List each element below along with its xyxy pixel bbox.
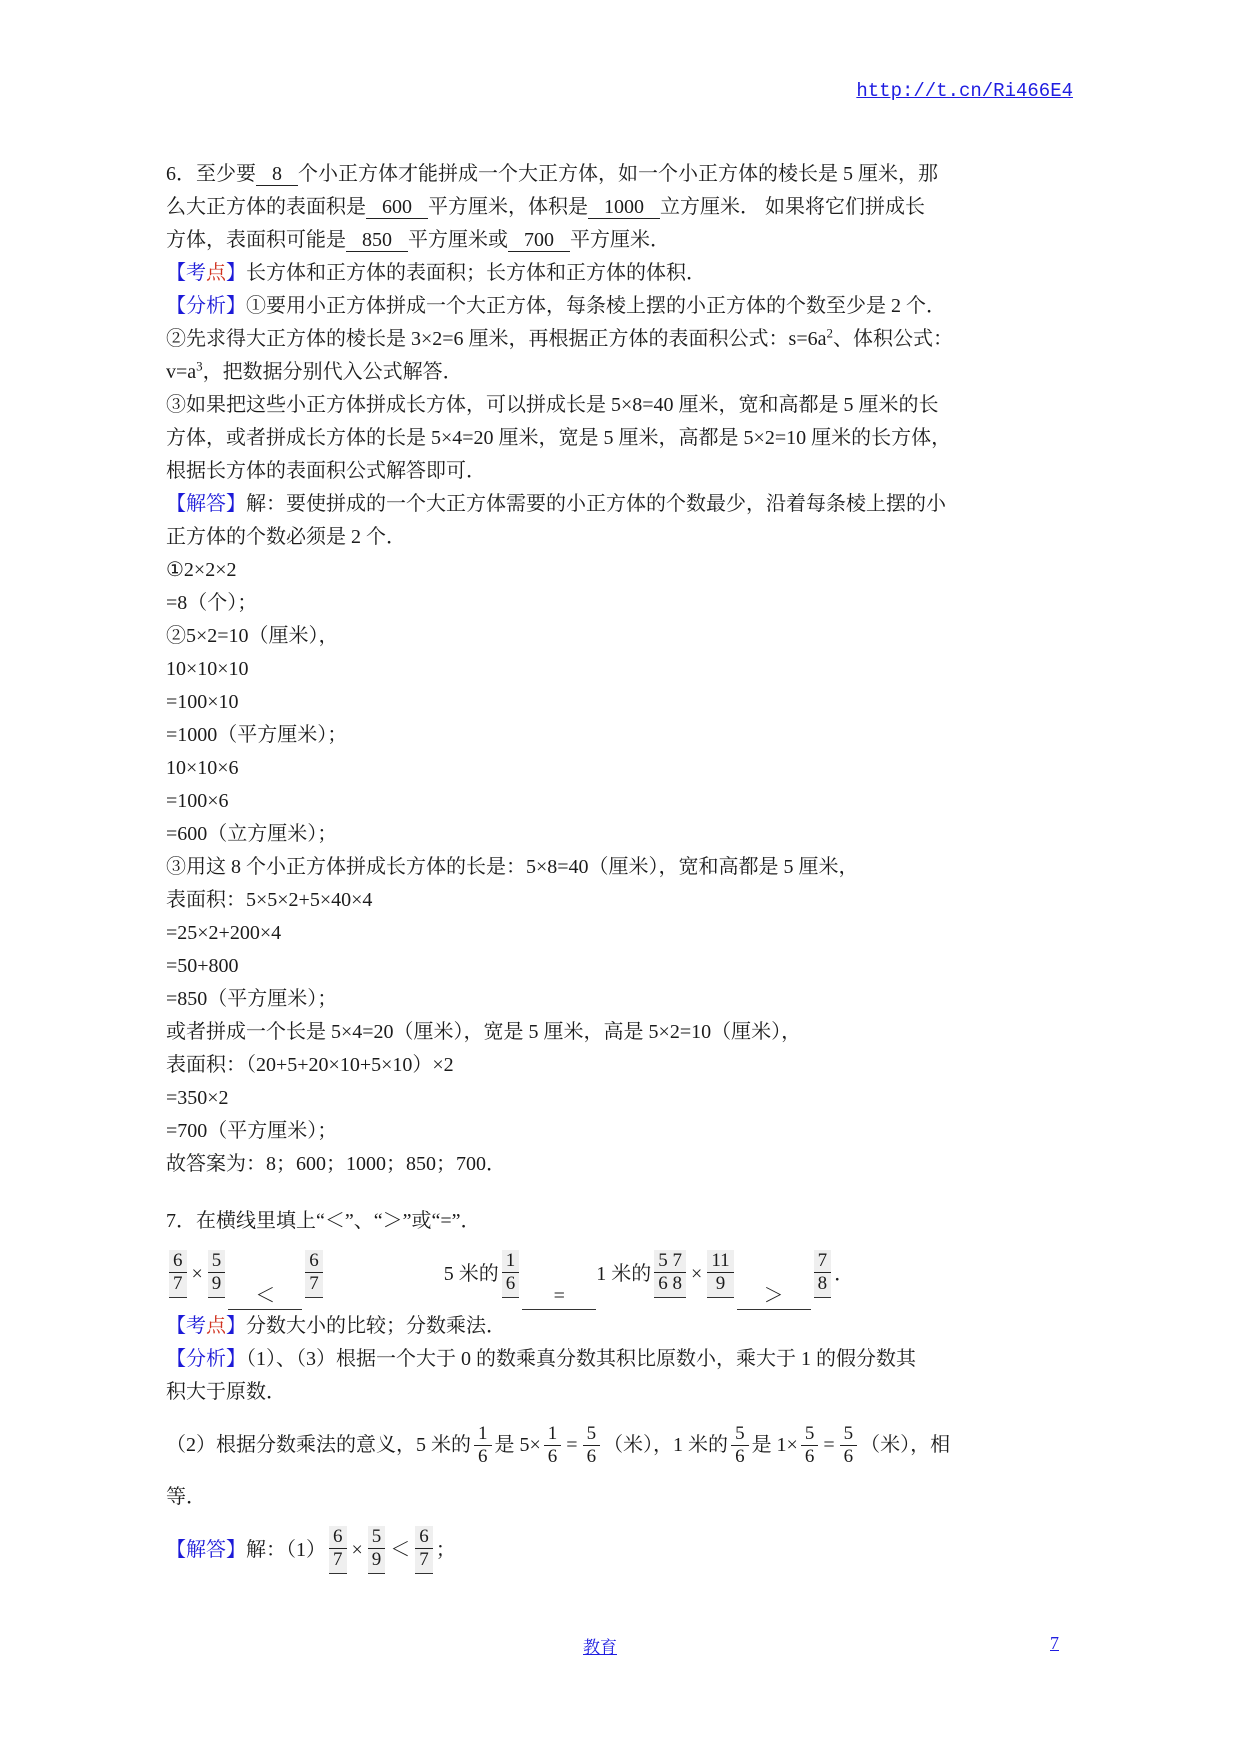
fenxi-label: 分析 xyxy=(186,295,226,317)
denominator: 6 xyxy=(478,1445,488,1467)
q6-work-line: =600（立方厘米）； xyxy=(166,823,338,845)
q6-text: 平方厘米，体积是 xyxy=(428,196,588,218)
q6-work-line: 10×10×10 xyxy=(166,658,249,680)
denominator: 6 xyxy=(505,1272,516,1294)
bracket-close: 】 xyxy=(226,1348,246,1370)
kaodian-char-2: 点 xyxy=(206,1315,226,1337)
q6-work-line: =850（平方厘米）； xyxy=(166,988,338,1010)
denominator: 6 xyxy=(804,1445,815,1467)
q7-title: 7．在横线里填上“＜”、“＞”或“=”． xyxy=(166,1210,481,1232)
q7-text: 1 米的 xyxy=(596,1262,652,1285)
fenxi-tag xyxy=(166,1348,246,1370)
q6-fenxi-line-1 xyxy=(166,290,1081,323)
answer-blank-equals: = xyxy=(522,1283,596,1310)
numerator: 11 xyxy=(707,1250,733,1273)
fenxi-tag xyxy=(166,295,246,317)
q6-kaodian-line xyxy=(166,257,1081,290)
jieda-label: 解答 xyxy=(186,493,226,515)
fraction-6-7 xyxy=(415,1526,433,1575)
fraction-1-6 xyxy=(544,1423,562,1468)
fraction-5-6 xyxy=(840,1423,858,1468)
denominator: 9 xyxy=(715,1272,726,1294)
q6-text: 方体，表面积可能是 xyxy=(166,229,346,251)
question-7 xyxy=(166,1205,1081,1586)
q7-text: （2）根据分数乘法的意义，5 米的 xyxy=(166,1433,471,1456)
footer-education-link[interactable]: 教育 xyxy=(583,1638,617,1657)
numerator: 1 xyxy=(474,1423,492,1446)
multiply-sign: × xyxy=(191,1262,203,1285)
denominator: 6 xyxy=(843,1445,854,1467)
q6-statement-line-3 xyxy=(166,224,1081,257)
jieda-label: 解答 xyxy=(186,1538,226,1561)
q6-fenxi-line-3 xyxy=(166,356,1081,389)
numerator: 1 xyxy=(502,1250,520,1273)
numerator: 5 xyxy=(583,1423,601,1446)
q6-work-line: ③用这 8 个小正方体拼成长方体的长是：5×8=40（厘米），宽和高都是 5 厘米， xyxy=(166,856,859,878)
fraction-1-6 xyxy=(474,1423,492,1468)
q6-work-line: =25×2+200×4 xyxy=(166,922,282,944)
q6-fenxi-line-2 xyxy=(166,323,1081,356)
q6-work-line: =8（个）； xyxy=(166,592,258,614)
q7-text: 是 1× xyxy=(751,1433,798,1456)
equals-sign: = xyxy=(566,1433,578,1456)
q6-fenxi-text: ②先求得大正方体的棱长是 3×2=6 厘米，再根据正方体的表面积公式：s=6a xyxy=(166,328,827,350)
footer-page-number[interactable]: 7 xyxy=(1050,1633,1059,1653)
q6-work-line: =350×2 xyxy=(166,1087,229,1109)
equals-sign: = xyxy=(823,1433,835,1456)
numerator: 5 xyxy=(208,1250,226,1273)
fraction-7-8 xyxy=(814,1250,832,1299)
jieda-tag xyxy=(166,1534,246,1567)
bracket-open: 【 xyxy=(166,1348,186,1370)
q6-text: 个小正方体才能拼成一个大正方体，如一个小正方体的棱长是 5 厘米，那 xyxy=(298,163,938,185)
multiply-sign: × xyxy=(351,1538,363,1561)
q7-text: （米），1 米的 xyxy=(603,1433,729,1456)
fraction-5-6 xyxy=(801,1423,819,1468)
q7-kaodian-line xyxy=(166,1310,1081,1343)
numerator: 7 xyxy=(814,1250,832,1273)
period: ． xyxy=(834,1262,855,1285)
q7-fenxi-line-1 xyxy=(166,1343,1081,1376)
q6-fenxi-text: v=a xyxy=(166,361,197,383)
kaodian-tag xyxy=(166,1315,246,1337)
bracket-close: 】 xyxy=(226,262,246,284)
fraction-6-7 xyxy=(305,1250,323,1299)
q6-work-line: ②5×2=10（厘米）， xyxy=(166,625,339,647)
denominator: 8 xyxy=(817,1272,828,1294)
denominator: 7 xyxy=(309,1272,319,1294)
denominator: 9 xyxy=(211,1272,222,1294)
bracket-close: 】 xyxy=(226,295,246,317)
kaodian-char-1: 考 xyxy=(186,1315,206,1337)
numerator: 6 xyxy=(415,1526,433,1549)
denominator: 6 8 xyxy=(658,1272,683,1294)
q6-work-line: =700（平方厘米）； xyxy=(166,1120,338,1142)
q6-work-line: 或者拼成一个长是 5×4=20（厘米），宽是 5 厘米，高是 5×2=10（厘米）， xyxy=(166,1021,802,1043)
bracket-close: 】 xyxy=(226,1315,246,1337)
denominator: 6 xyxy=(547,1445,558,1467)
q6-kaodian-text: 长方体和正方体的表面积；长方体和正方体的体积． xyxy=(246,262,706,284)
bracket-open: 【 xyxy=(166,1538,186,1561)
less-than-sign: ＜ xyxy=(390,1538,411,1561)
kaodian-char-2: 点 xyxy=(206,262,226,284)
q6-fenxi-text: 、体积公式： xyxy=(833,328,953,350)
q6-text: 立方厘米． 如果将它们拼成长 xyxy=(660,196,925,218)
q7-fenxi-line-2: 积大于原数． xyxy=(166,1381,286,1403)
denominator: 7 xyxy=(419,1548,429,1570)
multiply-sign: × xyxy=(691,1262,703,1285)
q6-blank-700: 700 xyxy=(508,229,570,252)
q6-blank-850: 850 xyxy=(346,229,408,252)
bracket-open: 【 xyxy=(166,493,186,515)
bracket-open: 【 xyxy=(166,1315,186,1337)
semicolon: ； xyxy=(435,1538,456,1561)
q7-comparison-row xyxy=(166,1238,1081,1310)
fraction-1-6 xyxy=(502,1250,520,1299)
q6-work-line: 表面积：5×5×2+5×40×4 xyxy=(166,889,373,911)
kaodian-tag xyxy=(166,262,246,284)
denominator: 7 xyxy=(173,1272,183,1294)
q6-jieda-line xyxy=(166,488,1081,521)
q6-work-line: 正方体的个数必须是 2 个． xyxy=(166,526,406,548)
q6-work-line: =1000（平方厘米）； xyxy=(166,724,348,746)
numerator: 1 xyxy=(544,1423,562,1446)
q7-jieda-row xyxy=(166,1514,1081,1586)
fraction-6-7 xyxy=(329,1526,347,1575)
numerator: 5 xyxy=(801,1423,819,1446)
fraction-5-6-7-8 xyxy=(654,1250,686,1299)
document-content xyxy=(166,158,1081,1586)
q6-fenxi-line-5: 方体，或者拼成长方体的长是 5×4=20 厘米，宽是 5 厘米，高都是 5×2=10 厘米的长方体， xyxy=(166,427,952,449)
q6-work-line: =100×6 xyxy=(166,790,229,812)
exponent-2: 2 xyxy=(826,325,833,341)
q7-fenxi-text: （1）、（3）根据一个大于 0 的数乘真分数其积比原数小，乘大于 1 的假分数其 xyxy=(246,1348,916,1370)
answer-blank-greater-than: ＞ xyxy=(737,1283,811,1310)
fraction-5-6 xyxy=(583,1423,601,1468)
bracket-open: 【 xyxy=(166,262,186,284)
numerator: 6 xyxy=(329,1526,347,1549)
jieda-tag xyxy=(166,493,246,515)
question-6 xyxy=(166,158,1081,1181)
numerator: 5 7 xyxy=(654,1250,686,1273)
q6-blank-600: 600 xyxy=(366,196,428,219)
numerator: 6 xyxy=(169,1250,187,1273)
q6-work-line: ①2×2×2 xyxy=(166,559,237,581)
fenxi-label: 分析 xyxy=(186,1348,226,1370)
q6-work-line: 故答案为：8；600；1000；850；700． xyxy=(166,1153,506,1175)
q6-jieda-text: 解：要使拼成的一个大正方体需要的小正方体的个数最少，沿着每条棱上摆的小 xyxy=(246,493,946,515)
q6-work-line: =50+800 xyxy=(166,955,239,977)
q6-fenxi-line-4: ③如果把这些小正方体拼成长方体，可以拼成长是 5×8=40 厘米，宽和高都是 5 厘米的长 xyxy=(166,394,939,416)
q7-kaodian-text: 分数大小的比较；分数乘法． xyxy=(246,1315,506,1337)
q6-blank-1000: 1000 xyxy=(588,196,660,219)
bracket-close: 】 xyxy=(226,493,246,515)
denominator: 7 xyxy=(333,1548,343,1570)
fraction-5-9 xyxy=(208,1250,226,1299)
q7-text: 是 5× xyxy=(494,1433,541,1456)
q6-text: 平方厘米或 xyxy=(408,229,508,251)
q6-fenxi-text: ，把数据分别代入公式解答． xyxy=(202,361,463,383)
q7-text: （米），相 xyxy=(860,1433,951,1456)
numerator: 5 xyxy=(731,1423,749,1446)
q6-fenxi-line-6: 根据长方体的表面积公式解答即可． xyxy=(166,460,486,482)
bracket-close: 】 xyxy=(226,1538,246,1561)
fraction-5-6 xyxy=(731,1423,749,1468)
q6-work-line: 10×10×6 xyxy=(166,757,239,779)
exponent-3: 3 xyxy=(196,358,203,374)
answer-blank-less-than: ＜ xyxy=(228,1283,302,1310)
fraction-6-7 xyxy=(169,1250,187,1299)
q7-text: 解：（1） xyxy=(246,1538,326,1561)
q6-statement-line-1 xyxy=(166,158,1081,191)
q7-analysis-2-row xyxy=(166,1409,1081,1481)
q6-statement-line-2 xyxy=(166,191,1081,224)
q6-work-line: 表面积：（20+5+20×10+5×10）×2 xyxy=(166,1054,454,1076)
fraction-11-9 xyxy=(707,1250,733,1299)
q6-fenxi-text: ①要用小正方体拼成一个大正方体，每条棱上摆的小正方体的个数至少是 2 个． xyxy=(246,295,946,317)
bracket-open: 【 xyxy=(166,295,186,317)
fraction-5-9 xyxy=(368,1526,386,1575)
denominator: 9 xyxy=(371,1548,382,1570)
numerator: 5 xyxy=(368,1526,386,1549)
q6-text: 6．至少要 xyxy=(166,163,256,185)
numerator: 6 xyxy=(305,1250,323,1273)
q7-text: 5 米的 xyxy=(443,1262,499,1285)
numerator: 5 xyxy=(840,1423,858,1446)
q6-text: 平方厘米． xyxy=(570,229,670,251)
denominator: 6 xyxy=(735,1445,745,1467)
q7-analysis-2-tail: 等． xyxy=(166,1486,206,1508)
denominator: 6 xyxy=(586,1445,597,1467)
source-url-link[interactable]: http://t.cn/Ri466E4 xyxy=(856,80,1073,102)
kaodian-char-1: 考 xyxy=(186,262,206,284)
q6-work-line: =100×10 xyxy=(166,691,239,713)
q6-text: 么大正方体的表面积是 xyxy=(166,196,366,218)
q6-blank-8: 8 xyxy=(256,163,298,186)
